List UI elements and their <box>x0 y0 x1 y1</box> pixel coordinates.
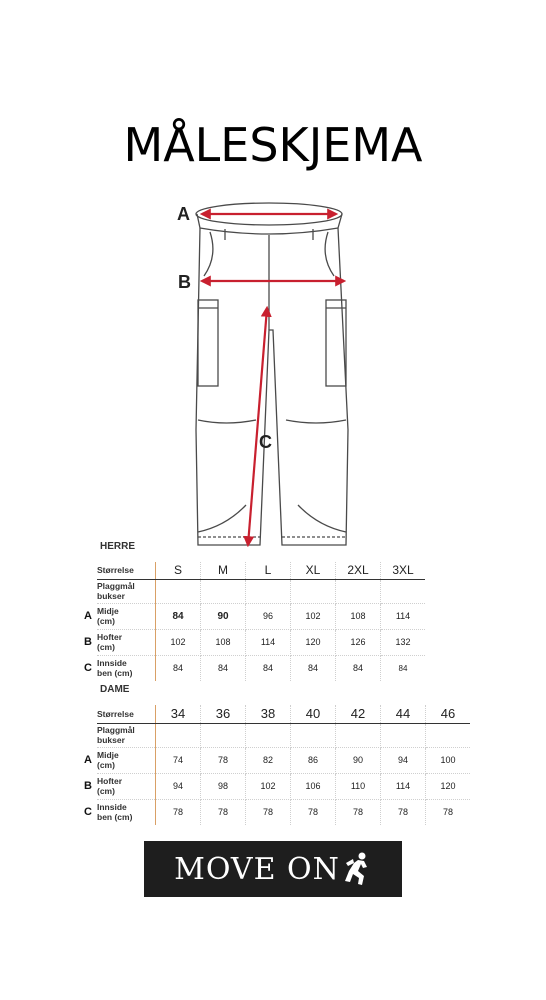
subheader-label: Plaggmål bukser <box>97 579 156 603</box>
section-herre: HERRE <box>100 541 136 552</box>
row-label-hofter: Hofter (cm) <box>97 773 156 799</box>
arrow-c <box>248 308 267 545</box>
header-label: Størrelse <box>97 562 156 579</box>
row-letter-c: C <box>84 806 92 818</box>
herre-size-table <box>84 562 425 681</box>
table-cell: 98 <box>201 773 246 799</box>
size-m: M <box>201 562 246 579</box>
table-cell: 78 <box>201 747 246 773</box>
label-a: A <box>177 204 190 224</box>
table-cell: 86 <box>291 747 336 773</box>
size-l: L <box>246 562 291 579</box>
table-cell: 78 <box>246 799 291 825</box>
row-letter-a: A <box>84 610 92 622</box>
logo-text: MOVE ON <box>174 851 340 887</box>
page-title: MÅLESKJEMA <box>123 118 423 172</box>
pants-outline <box>196 203 348 545</box>
table-cell: 78 <box>291 799 336 825</box>
table-cell: 94 <box>381 747 426 773</box>
size-46: 46 <box>426 705 471 723</box>
row-label-midje: Midje (cm) <box>97 603 156 629</box>
table-cell: 126 <box>336 629 381 655</box>
table-cell: 84 <box>246 655 291 681</box>
size-2xl: 2XL <box>336 562 381 579</box>
table-cell: 84 <box>156 655 201 681</box>
table-cell: 84 <box>291 655 336 681</box>
row-label-hofter: Hofter (cm) <box>97 629 156 655</box>
size-xl: XL <box>291 562 336 579</box>
size-44: 44 <box>381 705 426 723</box>
table-cell: 90 <box>201 603 246 629</box>
table-cell: 94 <box>156 773 201 799</box>
pants-diagram <box>170 180 380 560</box>
size-34: 34 <box>156 705 201 723</box>
header-label: Størrelse <box>97 705 156 723</box>
row-letter-b: B <box>84 780 92 792</box>
table-cell: 132 <box>381 629 426 655</box>
table-cell: 84 <box>156 603 201 629</box>
table-cell: 110 <box>336 773 381 799</box>
table-cell: 84 <box>398 663 408 673</box>
table-cell: 78 <box>156 799 201 825</box>
table-cell: 90 <box>336 747 381 773</box>
table-cell: 84 <box>336 655 381 681</box>
size-3xl: 3XL <box>381 562 426 579</box>
table-cell: 108 <box>336 603 381 629</box>
table-cell: 102 <box>156 629 201 655</box>
brand-logo <box>144 841 402 897</box>
row-label-innside-ben: Innside ben (cm) <box>97 799 156 825</box>
dame-size-table <box>84 705 470 825</box>
table-cell: 78 <box>336 799 381 825</box>
size-s: S <box>156 562 201 579</box>
runner-icon <box>342 851 372 887</box>
table-cell: 74 <box>156 747 201 773</box>
table-cell: 100 <box>426 747 471 773</box>
table-cell: 84 <box>201 655 246 681</box>
label-b: B <box>178 272 191 292</box>
table-cell: 114 <box>246 629 291 655</box>
table-cell: 120 <box>426 773 471 799</box>
table-cell: 120 <box>291 629 336 655</box>
label-c: C <box>259 432 272 452</box>
table-cell: 78 <box>381 799 426 825</box>
size-36: 36 <box>201 705 246 723</box>
row-letter-b: B <box>84 636 92 648</box>
table-cell: 114 <box>381 603 426 629</box>
size-40: 40 <box>291 705 336 723</box>
subheader-label: Plaggmål bukser <box>97 723 156 747</box>
section-dame: DAME <box>100 684 130 695</box>
table-cell: 102 <box>246 773 291 799</box>
row-letter-c: C <box>84 662 92 674</box>
table-cell: 106 <box>291 773 336 799</box>
size-38: 38 <box>246 705 291 723</box>
table-cell: 96 <box>246 603 291 629</box>
table-cell: 78 <box>201 799 246 825</box>
table-cell: 108 <box>201 629 246 655</box>
size-42: 42 <box>336 705 381 723</box>
row-letter-a: A <box>84 754 92 766</box>
table-cell: 82 <box>246 747 291 773</box>
row-label-midje: Midje (cm) <box>97 747 156 773</box>
table-cell: 102 <box>291 603 336 629</box>
row-label-innside-ben: Innside ben (cm) <box>97 655 156 681</box>
table-cell: 114 <box>381 773 426 799</box>
table-cell: 78 <box>442 807 453 818</box>
